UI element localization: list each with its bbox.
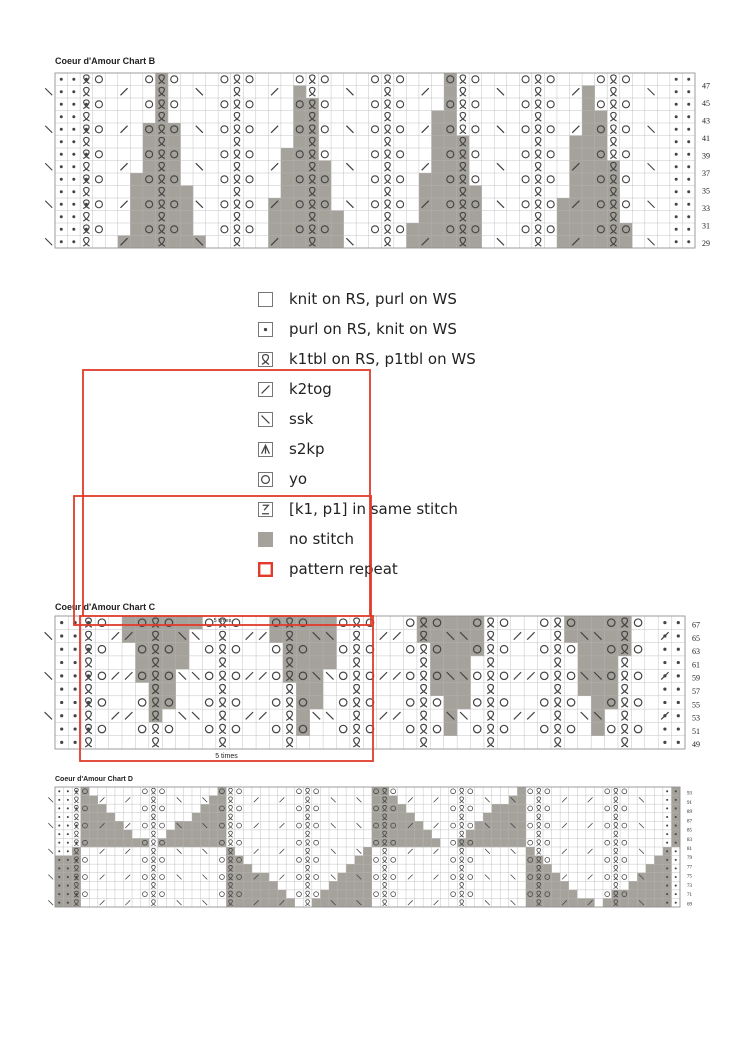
purl-dot-icon bbox=[675, 115, 678, 118]
nostitch-symbol bbox=[258, 532, 273, 547]
purl-dot-icon bbox=[67, 816, 69, 818]
row-number: 43 bbox=[702, 116, 710, 126]
purl-dot-icon bbox=[60, 621, 63, 624]
purl-dot-icon bbox=[675, 859, 677, 861]
row-number: 61 bbox=[692, 660, 700, 670]
purl-dot-icon bbox=[675, 178, 678, 181]
purl-dot-icon bbox=[58, 867, 60, 869]
purl-dot-icon bbox=[67, 859, 69, 861]
purl-dot-icon bbox=[58, 807, 60, 809]
ssk-icon bbox=[45, 712, 52, 719]
purl-dot-icon bbox=[60, 90, 63, 93]
legend-item-tbl bbox=[258, 344, 476, 374]
purl-dot-icon bbox=[675, 78, 678, 81]
purl-dot-icon bbox=[67, 876, 69, 878]
purl-dot-icon bbox=[58, 842, 60, 844]
purl-dot-icon bbox=[666, 867, 668, 869]
purl-dot-icon bbox=[72, 203, 75, 206]
purl-dot-icon bbox=[666, 807, 668, 809]
purl-dot-icon bbox=[687, 240, 690, 243]
purl-dot-icon bbox=[58, 885, 60, 887]
purl-dot-icon bbox=[666, 842, 668, 844]
purl-dot-icon bbox=[687, 190, 690, 193]
purl-dot-icon bbox=[74, 741, 77, 744]
row-number: 47 bbox=[702, 81, 710, 91]
legend-item-ssk bbox=[258, 404, 476, 434]
legend-label: [k1, p1] in same stitch bbox=[289, 500, 458, 518]
purl-dot-icon bbox=[663, 688, 666, 691]
purl-dot-icon bbox=[67, 790, 69, 792]
purl-dot-icon bbox=[675, 103, 678, 106]
purl-dot-icon bbox=[663, 701, 666, 704]
purl-dot-icon bbox=[666, 833, 668, 835]
row-number: 51 bbox=[692, 726, 700, 736]
legend-label: no stitch bbox=[289, 530, 354, 548]
row-number: 37 bbox=[702, 169, 710, 179]
purl-dot-icon bbox=[72, 228, 75, 231]
purl-dot-icon bbox=[675, 876, 677, 878]
purl-dot-icon bbox=[687, 178, 690, 181]
purl-dot-icon bbox=[67, 807, 69, 809]
yo-symbol bbox=[258, 472, 273, 487]
row-number: 83 bbox=[687, 837, 692, 843]
purl-dot-icon bbox=[675, 885, 677, 887]
row-number: 29 bbox=[702, 239, 710, 249]
purl-dot-icon bbox=[687, 215, 690, 218]
purl-dot-icon bbox=[675, 190, 678, 193]
purl-dot-icon bbox=[74, 714, 77, 717]
purl-dot-icon bbox=[675, 790, 677, 792]
chart-d-title: Coeur d'Amour Chart D bbox=[55, 776, 133, 783]
purl-dot-icon bbox=[74, 727, 77, 730]
row-number: 65 bbox=[692, 633, 700, 643]
repeat-label: 5 times bbox=[215, 753, 238, 760]
purl-dot-icon bbox=[675, 128, 678, 131]
purl-dot-icon bbox=[687, 165, 690, 168]
row-number: 85 bbox=[687, 828, 692, 834]
purl-dot-icon bbox=[72, 128, 75, 131]
purl-dot-icon bbox=[60, 103, 63, 106]
row-number: 77 bbox=[687, 865, 692, 871]
legend-item-k2tog bbox=[258, 374, 476, 404]
row-number: 53 bbox=[692, 713, 700, 723]
repeat-box-icon bbox=[258, 562, 273, 577]
purl-dot-icon bbox=[675, 867, 677, 869]
purl-dot-icon bbox=[687, 203, 690, 206]
purl-dot-icon bbox=[72, 103, 75, 106]
purl-dot-icon bbox=[60, 701, 63, 704]
ssk-icon bbox=[48, 900, 53, 905]
s2kp-icon bbox=[258, 442, 273, 457]
row-number: 75 bbox=[687, 874, 692, 880]
purl-dot-icon bbox=[58, 799, 60, 801]
purl-dot-icon bbox=[675, 215, 678, 218]
purl-dot-icon bbox=[60, 688, 63, 691]
purl-dot-icon bbox=[687, 78, 690, 81]
purl-dot-icon bbox=[58, 816, 60, 818]
row-number: 71 bbox=[687, 893, 692, 899]
purl-dot-icon bbox=[60, 648, 63, 651]
purl-dot-icon bbox=[67, 833, 69, 835]
legend-label: s2kp bbox=[289, 440, 325, 458]
purl-dot-icon bbox=[687, 128, 690, 131]
purl-dot-icon bbox=[675, 825, 677, 827]
row-number: 57 bbox=[692, 686, 700, 696]
purl-dot-icon bbox=[74, 701, 77, 704]
no-stitch-box-icon bbox=[258, 532, 273, 547]
ssk-icon bbox=[45, 88, 52, 95]
purl-dot-icon bbox=[675, 893, 677, 895]
purl-dot-icon bbox=[74, 674, 77, 677]
purl-dot-icon bbox=[58, 790, 60, 792]
purl-dot-icon bbox=[60, 674, 63, 677]
purl-dot-icon bbox=[60, 115, 63, 118]
purl-dot-icon bbox=[677, 701, 680, 704]
purl-dot-icon bbox=[663, 621, 666, 624]
purl-dot-icon bbox=[67, 825, 69, 827]
purl-dot-icon bbox=[72, 140, 75, 143]
row-number: 69 bbox=[687, 902, 692, 908]
row-number: 93 bbox=[687, 791, 692, 797]
ssk-icon bbox=[45, 201, 52, 208]
purl-dot-icon bbox=[675, 902, 677, 904]
purl-dot-icon bbox=[58, 833, 60, 835]
purl-dot-icon bbox=[60, 714, 63, 717]
blank-box-icon bbox=[258, 292, 273, 307]
row-number: 41 bbox=[702, 134, 710, 144]
row-number: 89 bbox=[687, 810, 692, 816]
blank-symbol bbox=[258, 292, 273, 307]
purl-dot-icon bbox=[60, 661, 63, 664]
twisted-stitch-icon bbox=[258, 352, 273, 367]
purl-dot-icon bbox=[74, 648, 77, 651]
purl-dot-icon bbox=[666, 790, 668, 792]
purl-dot-icon bbox=[666, 902, 668, 904]
purl-dot-icon bbox=[666, 876, 668, 878]
purl-dot-icon bbox=[675, 153, 678, 156]
purl-dot-icon bbox=[58, 893, 60, 895]
purl-dot-icon bbox=[67, 885, 69, 887]
row-number: 87 bbox=[687, 819, 692, 825]
legend bbox=[258, 284, 476, 584]
purl-dot-icon bbox=[666, 850, 668, 852]
legend-item-repeat bbox=[258, 554, 476, 584]
purl-dot-icon bbox=[677, 741, 680, 744]
ssk-icon bbox=[258, 412, 273, 427]
purl-dot-icon bbox=[666, 799, 668, 801]
purl-dot-icon bbox=[677, 634, 680, 637]
row-number: 81 bbox=[687, 847, 692, 852]
purl-dot-icon bbox=[675, 833, 677, 835]
chart-c bbox=[0, 600, 710, 780]
row-number: 31 bbox=[702, 221, 710, 231]
purl-dot-icon bbox=[67, 842, 69, 844]
purl-dot-icon bbox=[72, 190, 75, 193]
purl-dot-icon bbox=[666, 885, 668, 887]
row-number: 91 bbox=[687, 800, 692, 806]
ssk-icon bbox=[45, 238, 52, 245]
legend-item-increase bbox=[258, 494, 476, 524]
purl-dot-icon bbox=[666, 859, 668, 861]
purl-dot-icon bbox=[58, 876, 60, 878]
purl-dot-icon bbox=[675, 842, 677, 844]
legend-item-s2kp bbox=[258, 434, 476, 464]
purl-dot-icon bbox=[74, 661, 77, 664]
purl-dot-icon bbox=[675, 240, 678, 243]
purl-dot-icon bbox=[72, 115, 75, 118]
purl-dot-icon bbox=[60, 128, 63, 131]
s2kp-symbol bbox=[258, 442, 273, 457]
purl-dot-icon bbox=[60, 228, 63, 231]
purl-dot-icon bbox=[677, 648, 680, 651]
purl-dot-icon bbox=[663, 648, 666, 651]
ssk-icon bbox=[45, 672, 52, 679]
purl-dot-icon bbox=[67, 850, 69, 852]
legend-label: k1tbl on RS, p1tbl on WS bbox=[289, 350, 476, 368]
row-number: 59 bbox=[692, 673, 700, 683]
purl-dot-icon bbox=[687, 115, 690, 118]
purl-dot-icon bbox=[67, 902, 69, 904]
purl-dot-icon bbox=[677, 621, 680, 624]
ssk-icon bbox=[45, 163, 52, 170]
ssk-symbol bbox=[258, 412, 273, 427]
row-number: 63 bbox=[692, 647, 700, 657]
chart-b bbox=[0, 0, 710, 249]
dot-symbol bbox=[258, 322, 273, 337]
increase-icon bbox=[258, 502, 273, 517]
purl-dot-icon bbox=[663, 741, 666, 744]
purl-dot-icon bbox=[675, 90, 678, 93]
purl-dot-icon bbox=[60, 140, 63, 143]
purl-dot-icon bbox=[60, 165, 63, 168]
row-number: 33 bbox=[702, 204, 710, 214]
purl-dot-icon bbox=[663, 727, 666, 730]
row-number: 49 bbox=[692, 740, 700, 750]
purl-dot-icon bbox=[675, 850, 677, 852]
purl-dot-icon bbox=[60, 78, 63, 81]
purl-dot-icon bbox=[687, 103, 690, 106]
legend-label: ssk bbox=[289, 410, 314, 428]
purl-dot-icon bbox=[675, 799, 677, 801]
ssk-icon bbox=[48, 797, 53, 802]
repeat-symbol bbox=[258, 562, 273, 577]
purl-dot-icon bbox=[74, 688, 77, 691]
row-number: 67 bbox=[692, 620, 700, 630]
purl-dot-icon bbox=[675, 228, 678, 231]
purl-dot-icon bbox=[677, 674, 680, 677]
ssk-icon bbox=[45, 632, 52, 639]
legend-label: knit on RS, purl on WS bbox=[289, 290, 457, 308]
purl-dot-icon bbox=[675, 165, 678, 168]
purl-dot-icon bbox=[687, 153, 690, 156]
purl-dot-icon bbox=[58, 825, 60, 827]
purl-dot-icon bbox=[72, 240, 75, 243]
purl-dot-icon bbox=[687, 140, 690, 143]
purl-dot-icon bbox=[60, 190, 63, 193]
purl-dot-icon bbox=[72, 215, 75, 218]
purl-dot-icon bbox=[67, 867, 69, 869]
dot-box-icon bbox=[258, 322, 273, 337]
legend-label: k2tog bbox=[289, 380, 332, 398]
chart-b-title: Coeur d'Amour Chart B bbox=[55, 56, 156, 66]
purl-dot-icon bbox=[663, 661, 666, 664]
ssk-icon bbox=[48, 849, 53, 854]
purl-dot-icon bbox=[58, 859, 60, 861]
purl-dot-icon bbox=[60, 240, 63, 243]
ssk-icon bbox=[48, 875, 53, 880]
inc-symbol bbox=[258, 502, 273, 517]
row-number: 55 bbox=[692, 700, 700, 710]
purl-dot-icon bbox=[677, 661, 680, 664]
purl-dot-icon bbox=[67, 799, 69, 801]
purl-dot-icon bbox=[72, 78, 75, 81]
purl-dot-icon bbox=[677, 727, 680, 730]
row-number: 73 bbox=[687, 883, 692, 889]
purl-dot-icon bbox=[72, 178, 75, 181]
purl-dot-icon bbox=[677, 688, 680, 691]
purl-dot-icon bbox=[58, 850, 60, 852]
purl-dot-icon bbox=[666, 816, 668, 818]
legend-label: pattern repeat bbox=[289, 560, 398, 578]
k2tog-symbol bbox=[258, 382, 273, 397]
purl-dot-icon bbox=[675, 203, 678, 206]
purl-dot-icon bbox=[60, 203, 63, 206]
row-number: 45 bbox=[702, 99, 710, 109]
purl-dot-icon bbox=[72, 165, 75, 168]
ssk-icon bbox=[48, 823, 53, 828]
k2tog-icon bbox=[258, 382, 273, 397]
purl-dot-icon bbox=[67, 893, 69, 895]
row-number: 79 bbox=[687, 856, 692, 862]
purl-dot-icon bbox=[677, 714, 680, 717]
purl-dot-icon bbox=[675, 807, 677, 809]
purl-dot-icon bbox=[60, 727, 63, 730]
row-number: 39 bbox=[702, 151, 710, 161]
purl-dot-icon bbox=[264, 327, 267, 330]
legend-label: purl on RS, knit on WS bbox=[289, 320, 457, 338]
legend-item-no-stitch bbox=[258, 524, 476, 554]
purl-dot-icon bbox=[60, 741, 63, 744]
legend-label: yo bbox=[289, 470, 308, 488]
purl-dot-icon bbox=[60, 153, 63, 156]
purl-dot-icon bbox=[666, 825, 668, 827]
purl-dot-icon bbox=[687, 90, 690, 93]
purl-dot-icon bbox=[675, 140, 678, 143]
chart-c-title: Coeur d'Amour Chart C bbox=[55, 602, 156, 612]
purl-dot-icon bbox=[60, 178, 63, 181]
purl-dot-icon bbox=[675, 816, 677, 818]
purl-dot-icon bbox=[72, 90, 75, 93]
purl-dot-icon bbox=[687, 228, 690, 231]
purl-dot-icon bbox=[666, 893, 668, 895]
row-number: 35 bbox=[702, 186, 710, 196]
tbl-symbol bbox=[258, 352, 273, 367]
purl-dot-icon bbox=[60, 215, 63, 218]
purl-dot-icon bbox=[72, 153, 75, 156]
legend-item-knit bbox=[258, 284, 476, 314]
repeat-label: 5 times bbox=[213, 618, 232, 624]
purl-dot-icon bbox=[74, 634, 77, 637]
legend-item-yo bbox=[258, 464, 476, 494]
legend-item-purl bbox=[258, 314, 476, 344]
purl-dot-icon bbox=[58, 902, 60, 904]
ssk-icon bbox=[45, 126, 52, 133]
purl-dot-icon bbox=[60, 634, 63, 637]
yarn-over-icon bbox=[258, 472, 273, 487]
